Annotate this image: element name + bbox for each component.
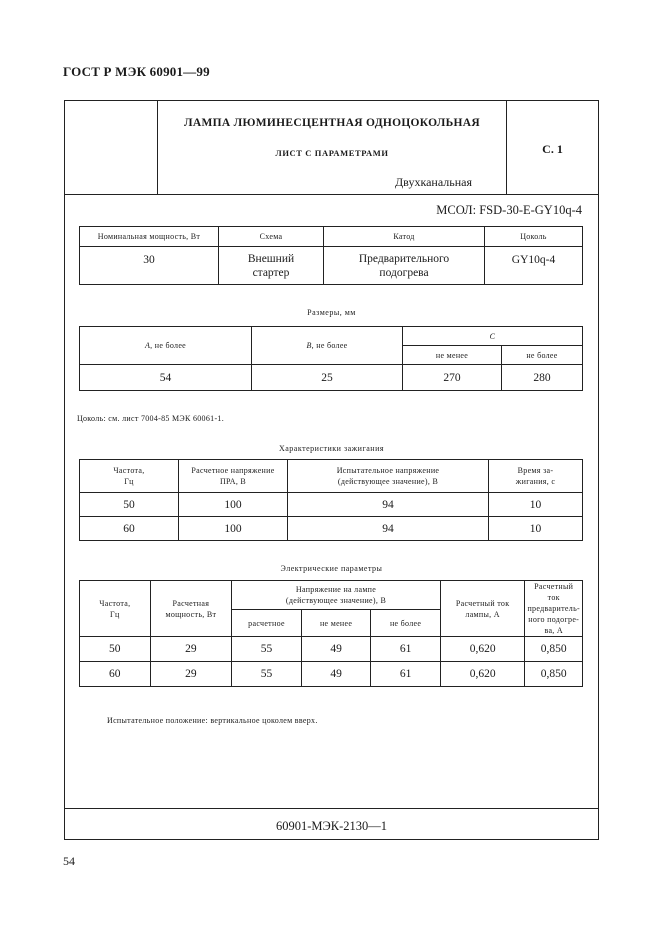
header-el-current xyxy=(440,581,525,637)
header-el-v-rated: расчетное xyxy=(232,610,302,637)
ign-rated-1: 100 xyxy=(179,493,288,517)
value-dim-a: 54 xyxy=(80,365,252,391)
ign-rated-2: 100 xyxy=(179,517,288,541)
el-v-rated-2: 55 xyxy=(232,662,302,687)
value-cathode xyxy=(324,247,485,285)
electrical-table xyxy=(79,580,583,687)
test-position-note: Испытательное положение: вертикальное цоколем вверх. xyxy=(107,716,318,725)
el-v-min-2: 49 xyxy=(301,662,371,687)
table-row xyxy=(80,662,583,687)
header-scheme: Схема xyxy=(219,227,324,247)
sheet-title: ЛИСТ С ПАРАМЕТРАМИ xyxy=(275,148,389,158)
value-dim-c-max: 280 xyxy=(502,365,583,391)
el-v-min-1: 49 xyxy=(301,637,371,662)
title-block-left-cell xyxy=(65,101,158,194)
value-cathode-line2: подогрева xyxy=(379,267,429,279)
ign-freq-1: 50 xyxy=(80,493,179,517)
header-ign-test-l1: Испытательное напряжение xyxy=(336,466,440,475)
el-power-2: 29 xyxy=(150,662,232,687)
dim-a-letter: A xyxy=(144,341,151,350)
header-cap: Цоколь xyxy=(485,227,583,247)
header-ign-rated-l1: Расчетное напряжение xyxy=(191,466,275,475)
value-cathode-line1: Предварительного xyxy=(358,253,450,265)
header-el-current-l2: лампы, А xyxy=(465,609,500,619)
lamp-variant: Двухканальная xyxy=(395,175,472,189)
header-el-freq-l1: Частота, xyxy=(99,598,131,608)
header-el-voltage-l1: Напряжение на лампе xyxy=(295,585,377,594)
cap-note: Цоколь: см. лист 7004-85 МЭК 60061-1. xyxy=(77,414,225,423)
footer-sheet-code: 60901-МЭК-2130—1 xyxy=(275,819,388,833)
header-el-power-l2: мощность, Вт xyxy=(165,609,217,619)
table-row xyxy=(80,517,583,541)
header-el-voltage xyxy=(232,581,441,610)
dim-c-letter: C xyxy=(489,331,496,341)
title-block xyxy=(65,101,598,195)
value-scheme-line1: Внешний xyxy=(247,253,295,265)
header-ign-rated xyxy=(179,460,288,493)
el-preheat-2: 0,850 xyxy=(525,662,583,687)
lamp-designation: МСОЛ: FSD-30-E-GY10q-4 xyxy=(436,203,582,217)
lamp-title: ЛАМПА ЛЮМИНЕСЦЕНТНАЯ ОДНОЦОКОЛЬНАЯ xyxy=(183,117,480,129)
header-ign-time xyxy=(489,460,583,493)
dimensions-table xyxy=(79,326,583,391)
dimensions-caption: Размеры, мм xyxy=(307,308,356,317)
ignition-caption: Характеристики зажигания xyxy=(278,444,385,453)
ign-test-1: 94 xyxy=(288,493,489,517)
dim-a-rest: , не более xyxy=(150,341,187,350)
el-current-1: 0,620 xyxy=(440,637,525,662)
el-power-1: 29 xyxy=(150,637,232,662)
header-el-preheat-l3: ного подогре- xyxy=(528,615,580,624)
el-v-rated-1: 55 xyxy=(232,637,302,662)
standard-header: ГОСТ Р МЭК 60901—99 xyxy=(63,64,210,79)
page-code: С. 1 xyxy=(542,142,563,156)
ign-freq-2: 60 xyxy=(80,517,179,541)
ignition-table xyxy=(79,459,583,541)
general-parameters-table xyxy=(79,226,583,285)
header-el-freq xyxy=(80,581,151,637)
value-dim-c-min: 270 xyxy=(403,365,502,391)
header-el-voltage-l2: (действующее значение), В xyxy=(285,596,387,605)
header-el-power-l1: Расчетная xyxy=(172,598,210,608)
el-current-2: 0,620 xyxy=(440,662,525,687)
page-number: 54 xyxy=(63,854,75,868)
el-v-max-2: 61 xyxy=(371,662,441,687)
el-preheat-1: 0,850 xyxy=(525,637,583,662)
header-dim-c-min: не менее xyxy=(403,346,502,365)
header-el-power xyxy=(150,581,232,637)
dim-b-letter: B xyxy=(306,341,312,350)
sheet-frame xyxy=(64,100,599,840)
header-el-preheat-l1: Расчетный ток xyxy=(534,582,574,602)
el-freq-2: 60 xyxy=(80,662,151,687)
header-ign-time-l2: жигания, с xyxy=(515,477,556,486)
header-cathode: Катод xyxy=(324,227,485,247)
header-ign-rated-l2: ПРА, В xyxy=(219,477,247,486)
el-freq-1: 50 xyxy=(80,637,151,662)
header-dim-a xyxy=(80,327,252,365)
header-dim-c-max: не более xyxy=(502,346,583,365)
el-v-max-1: 61 xyxy=(371,637,441,662)
dim-b-rest: , не более xyxy=(311,341,348,350)
header-ign-test-l2: (действующее значение), В xyxy=(337,477,439,486)
header-dim-c xyxy=(403,327,583,346)
value-dim-b: 25 xyxy=(252,365,403,391)
table-row xyxy=(80,637,583,662)
header-el-v-max: не более xyxy=(371,610,441,637)
value-scheme xyxy=(219,247,324,285)
header-ign-freq xyxy=(80,460,179,493)
header-el-current-l1: Расчетный ток xyxy=(455,598,510,608)
table-row xyxy=(80,365,583,391)
value-power: 30 xyxy=(80,247,219,285)
table-row xyxy=(80,247,583,285)
table-row xyxy=(80,493,583,517)
header-power: Номинальная мощность, Вт xyxy=(80,227,219,247)
value-scheme-line2: стартер xyxy=(252,267,290,279)
header-el-preheat xyxy=(525,581,583,637)
header-ign-freq-l1: Частота, xyxy=(113,466,145,475)
ign-time-1: 10 xyxy=(489,493,583,517)
header-ign-time-l1: Время за- xyxy=(517,466,554,475)
header-ign-test xyxy=(288,460,489,493)
value-cap: GY10q-4 xyxy=(485,247,583,285)
footer-divider xyxy=(65,808,598,809)
header-el-preheat-l2: предваритель- xyxy=(527,604,580,613)
electrical-caption: Электрические параметры xyxy=(280,564,383,573)
header-el-v-min: не менее xyxy=(301,610,371,637)
ign-test-2: 94 xyxy=(288,517,489,541)
header-dim-b xyxy=(252,327,403,365)
ign-time-2: 10 xyxy=(489,517,583,541)
header-el-freq-l2: Гц xyxy=(110,609,120,619)
header-ign-freq-l2: Гц xyxy=(124,477,134,486)
header-el-preheat-l4: ва, А xyxy=(544,626,563,635)
